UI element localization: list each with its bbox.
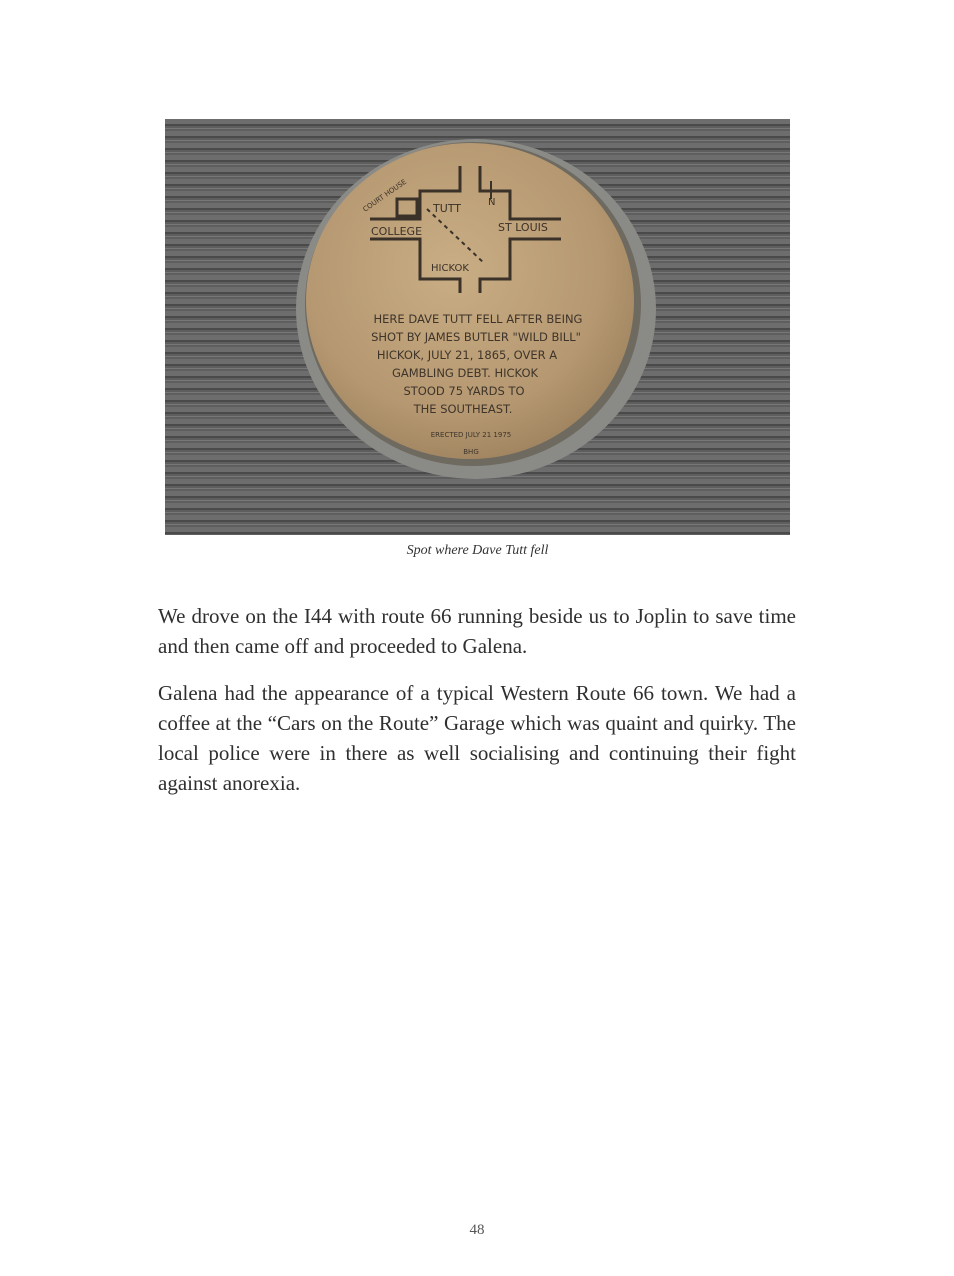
inscription-line: THE SOUTHEAST. — [413, 402, 513, 416]
inscription-line: SHOT BY JAMES BUTLER "WILD BILL" — [371, 330, 581, 344]
inscription-line: HERE DAVE TUTT FELL AFTER BEING — [373, 312, 583, 326]
st-louis-label: ST LOUIS — [498, 221, 548, 234]
inscription-line: HICKOK, JULY 21, 1865, OVER A — [376, 348, 558, 362]
initials-line: BHG — [463, 448, 479, 456]
inscription-line: GAMBLING DEBT. HICKOK — [391, 366, 539, 380]
body-paragraph: We drove on the I44 with route 66 running beside us to Joplin to save time and then came off and proceeded to Galena. — [158, 604, 796, 658]
hickok-label: HICKOK — [431, 263, 469, 274]
page-number: 48 — [469, 1222, 485, 1238]
plaque-photo — [165, 119, 790, 535]
college-label: COLLEGE — [371, 225, 423, 238]
court-house-label: COURT HOUSE — [361, 177, 409, 214]
body-paragraph: Galena had the appearance of a typical Western Route 66 town. We had a coffee at the “Cars on the Route” Garage which was quaint and quirky. The local police were in there as well socialising and continuing their fight against anorexia. — [158, 681, 796, 795]
photo-caption: Spot where Dave Tutt fell — [406, 543, 549, 558]
inscription-line: STOOD 75 YARDS TO — [403, 384, 525, 398]
north-label: N — [488, 197, 496, 208]
tutt-label: TUTT — [433, 202, 462, 215]
erected-line: ERECTED JULY 21 1975 — [430, 431, 512, 439]
